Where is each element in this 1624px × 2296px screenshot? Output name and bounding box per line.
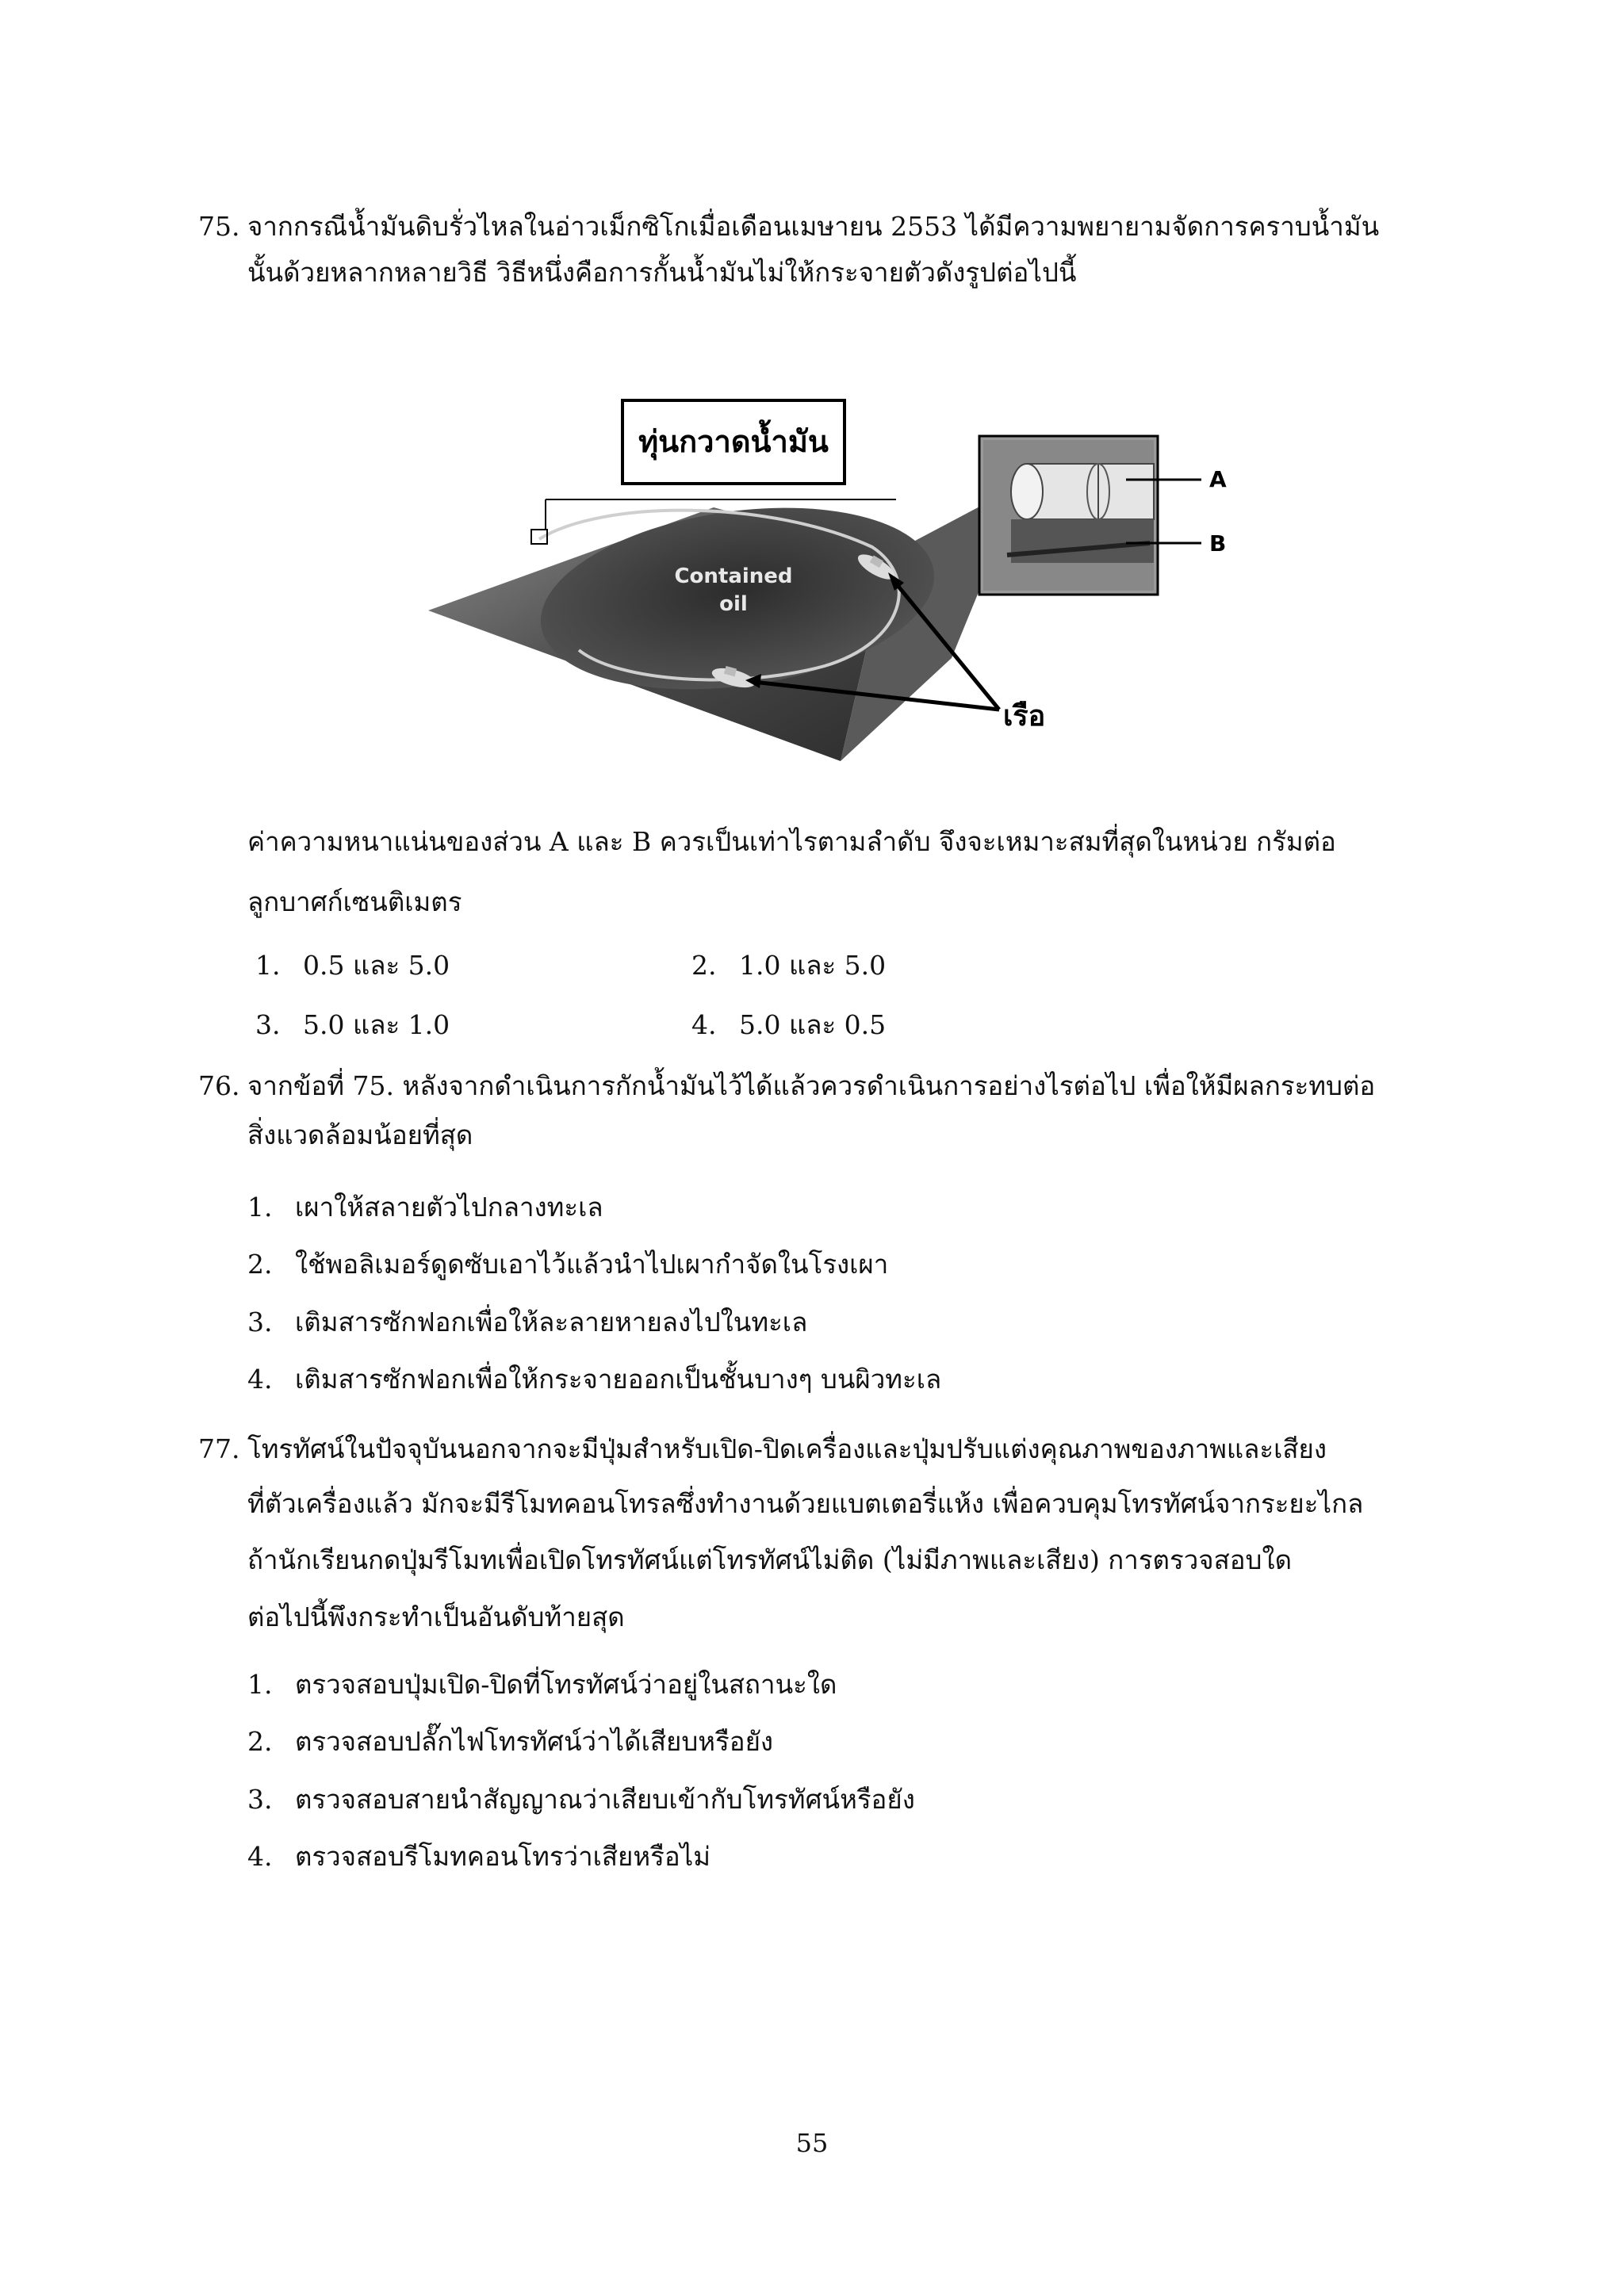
q77-line-3: ถ้านักเรียนกดปุ่มรีโมทเพื่อเปิดโทรทัศน์แต่โทรทัศน์ไม่ติด (ไม่มีภาพและเสียง) การตรวจสอบใด	[247, 1544, 1293, 1575]
q75-number: 75.	[198, 211, 240, 242]
q77-line-4: ต่อไปนี้พึงกระทำเป็นอันดับท้ายสุด	[247, 1601, 625, 1632]
q76-option-3[interactable]: 3. เติมสารซักฟอกเพื่อให้ละลายหายลงไปในทะเล	[247, 1307, 808, 1337]
figure-title: ทุ่นกวาดน้ำมัน	[638, 424, 829, 459]
q76-option-2[interactable]: 2. ใช้พอลิเมอร์ดูดซับเอาไว้แล้วนำไปเผากำจัดในโรงเผา	[247, 1249, 889, 1280]
q77-option-4[interactable]: 4. ตรวจสอบรีโมทคอนโทรว่าเสียหรือไม่	[247, 1841, 711, 1872]
q75-option-4[interactable]: 4. 5.0 และ 0.5	[691, 1009, 887, 1040]
q76-line-2: สิ่งแวดล้อมน้อยที่สุด	[247, 1119, 473, 1150]
q75-option-1[interactable]: 1. 0.5 และ 5.0	[255, 950, 450, 981]
q77-option-2[interactable]: 2. ตรวจสอบปลั๊กไฟโทรทัศน์ว่าได้เสียบหรือยัง	[247, 1726, 774, 1757]
q77-line-1: 77. โทรทัศน์ในปัจจุบันนอกจากจะมีปุ่มสำหรับเปิด-ปิดเครื่องและปุ่มปรับแต่งคุณภาพของภาพและเสียง	[198, 1433, 1327, 1464]
page-number: 55	[795, 2128, 829, 2158]
q77-option-1[interactable]: 1. ตรวจสอบปุ่มเปิด-ปิดที่โทรทัศน์ว่าอยู่ในสถานะใด	[247, 1669, 837, 1700]
q77-line-2: ที่ตัวเครื่องแล้ว มักจะมีรีโมทคอนโทรลซึ่งทำงานด้วยแบตเตอรี่แห้ง เพื่อควบคุมโทรทัศน์จากระยะไกล	[247, 1488, 1364, 1519]
float-cylinder	[1011, 464, 1154, 519]
label-b: B	[1209, 530, 1227, 557]
label-a: A	[1209, 466, 1227, 492]
q77-number: 77.	[198, 1433, 240, 1464]
oil-boom-figure	[428, 388, 1237, 761]
q75-prompt-1: ค่าความหนาแน่นของส่วน A และ B ควรเป็นเท่าไรตามลำดับ จึงจะเหมาะสมที่สุดในหน่วย กรัมต่อ	[247, 826, 1336, 857]
q75-prompt-2: ลูกบาศก์เซนติเมตร	[247, 886, 462, 917]
q76-line-1: 76. จากข้อที่ 75. หลังจากดำเนินการกักน้ำมันไว้ได้แล้วควรดำเนินการอย่างไรต่อไป เพื่อให้มีผลกระทบต่อ	[198, 1070, 1376, 1101]
q76-number: 76.	[198, 1070, 240, 1101]
boat-label: เรือ	[1003, 700, 1046, 733]
q75-line-2: นั้นด้วยหลากหลายวิธี วิธีหนึ่งคือการกั้นน้ำมันไม่ให้กระจายตัวดังรูปต่อไปนี้	[247, 257, 1077, 288]
skirt-weight	[1007, 519, 1154, 563]
q75-option-3[interactable]: 3. 5.0 และ 1.0	[255, 1009, 450, 1040]
q76-option-4[interactable]: 4. เติมสารซักฟอกเพื่อให้กระจายออกเป็นชั้นบางๆ บนผิวทะเล	[247, 1364, 942, 1395]
oil-label: oil	[719, 592, 748, 616]
contained-label: Contained	[674, 564, 793, 588]
q75-text-1: จากกรณีน้ำมันดิบรั่วไหลในอ่าวเม็กซิโกเมื่อเดือนเมษายน 2553 ได้มีความพยายามจัดการคราบน้ำมัน	[247, 211, 1380, 242]
q77-option-3[interactable]: 3. ตรวจสอบสายนำสัญญาณว่าเสียบเข้ากับโทรทัศน์หรือยัง	[247, 1784, 915, 1815]
q75-option-2[interactable]: 2. 1.0 และ 5.0	[691, 950, 887, 981]
q76-option-1[interactable]: 1. เผาให้สลายตัวไปกลางทะเล	[247, 1192, 603, 1223]
q75-line-1	[198, 211, 1379, 243]
